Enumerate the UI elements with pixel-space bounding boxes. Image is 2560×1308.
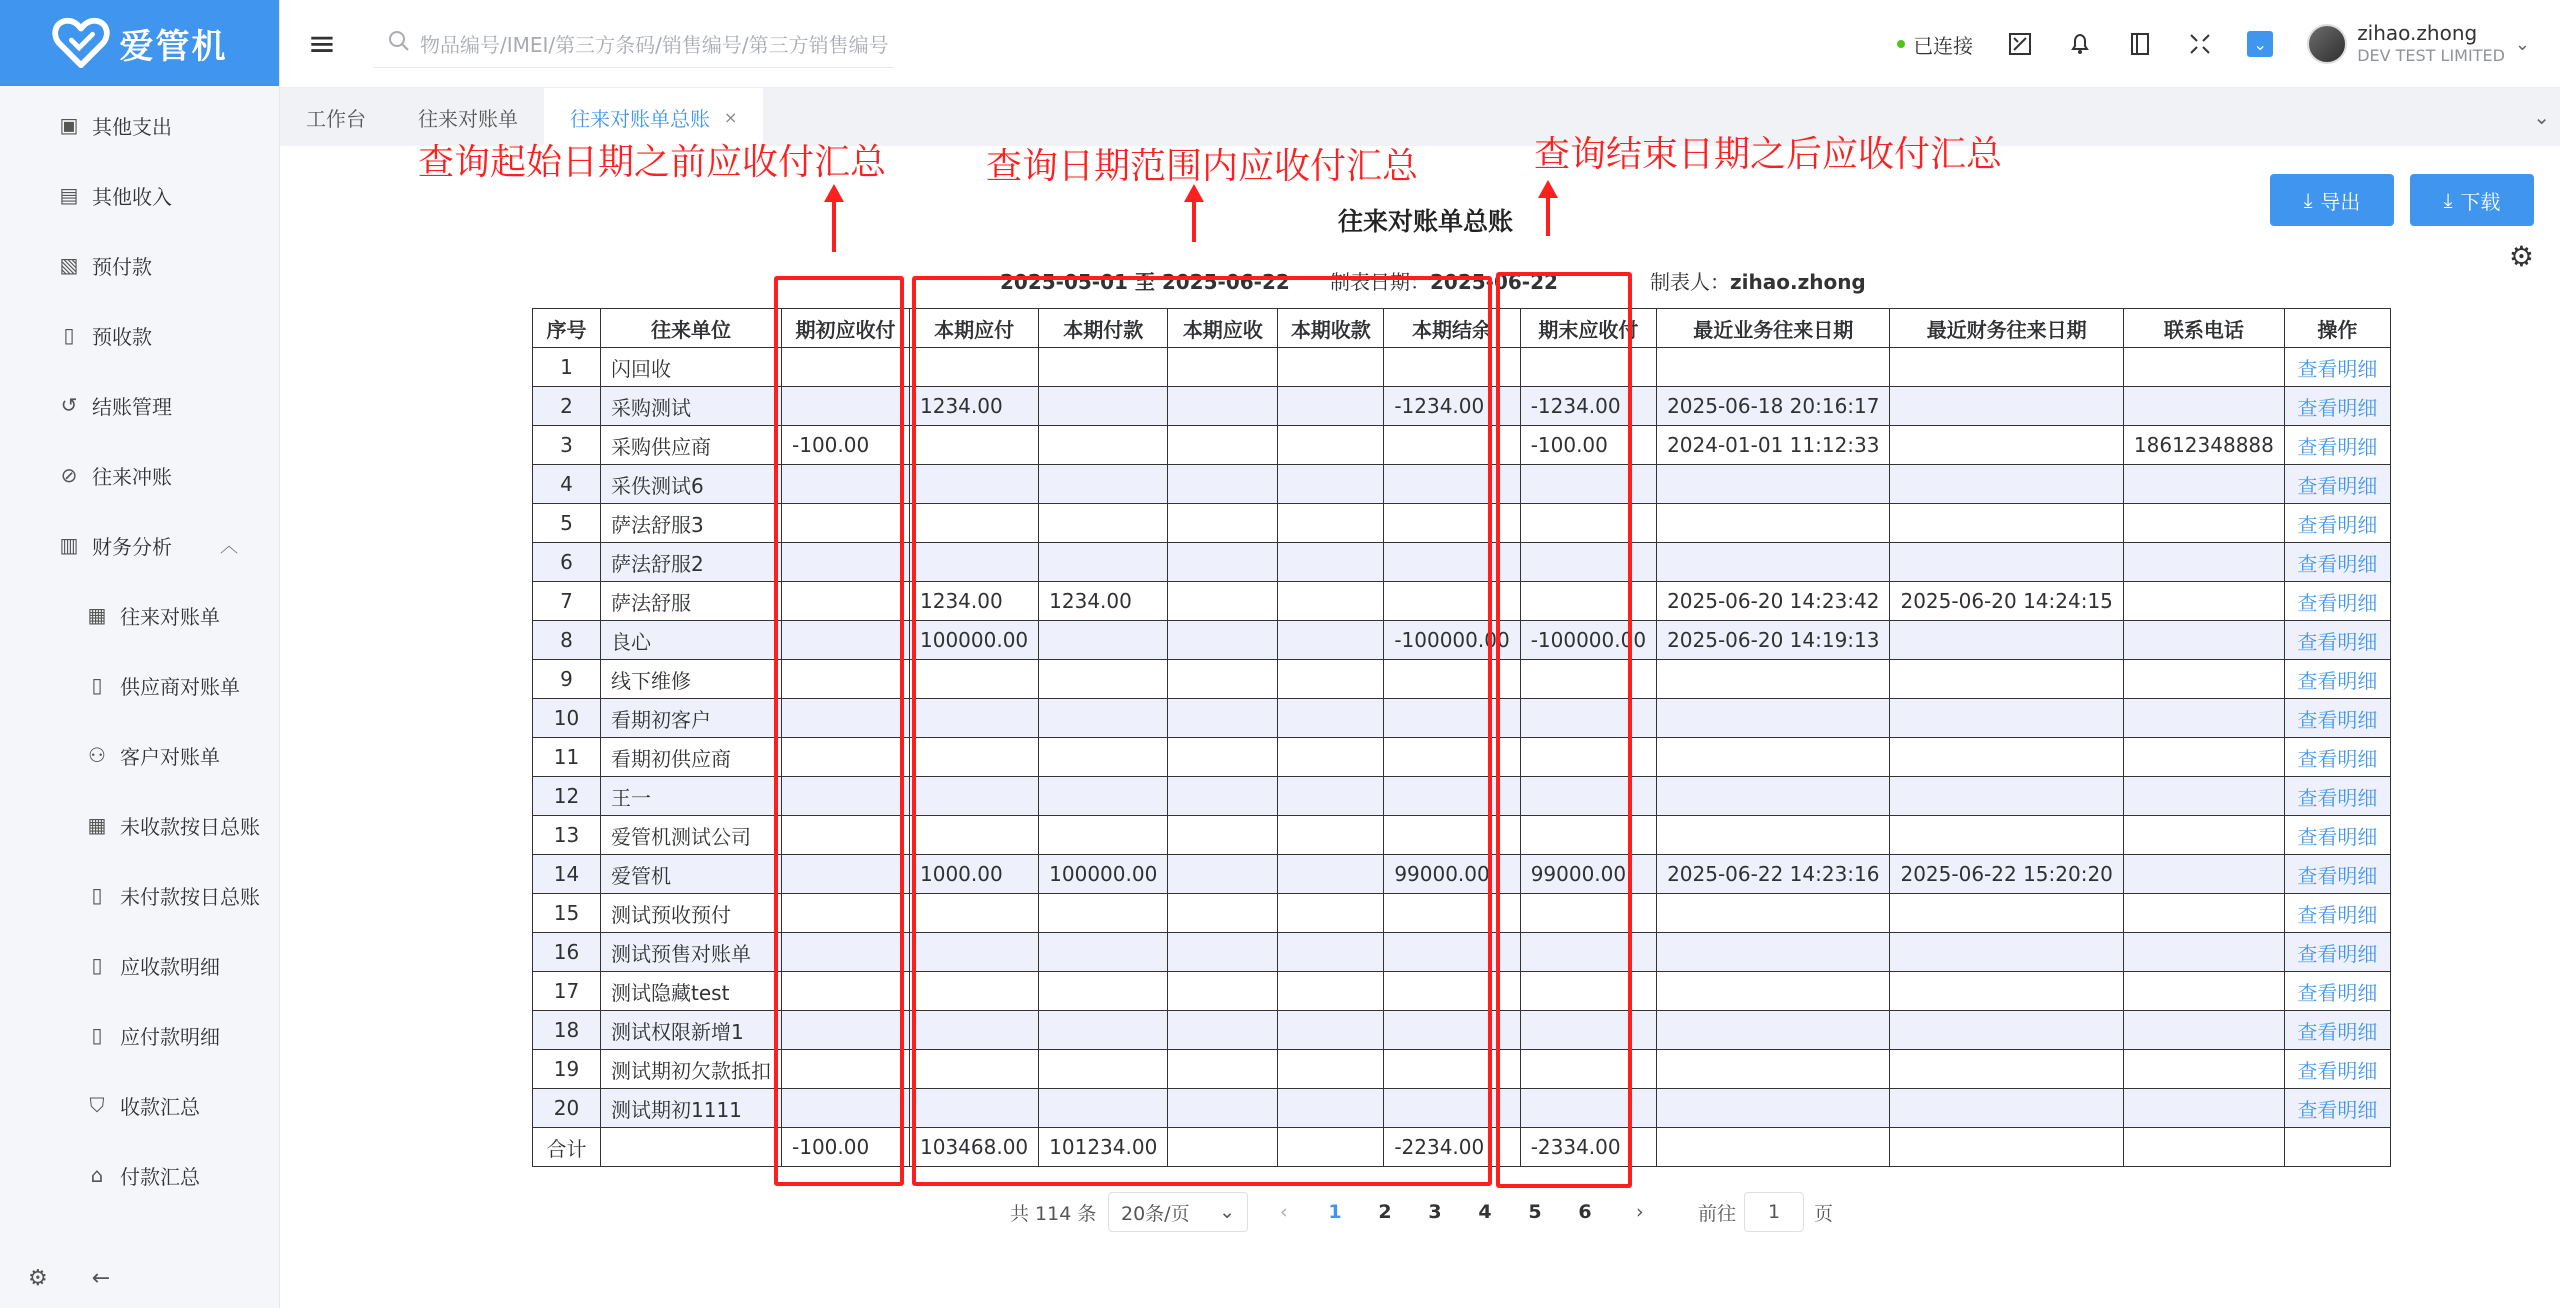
table-cell (1890, 465, 2123, 504)
tab-label: 往来对账单总账 (570, 106, 710, 131)
annotation-box-period (912, 276, 1492, 1186)
chevron-down-icon[interactable]: ⌄ (2533, 105, 2550, 129)
created-label: 制表日期： (1330, 270, 1430, 294)
table-cell (1890, 972, 2123, 1011)
column-header: 本期收款 (1278, 309, 1384, 348)
table-cell: 19 (533, 1050, 601, 1089)
page-number[interactable]: 3 (1428, 1201, 1442, 1223)
table-cell: 3 (533, 426, 601, 465)
sidebar-item-label: 财务分析 (92, 534, 172, 559)
goto-label: 前往 (1698, 1202, 1737, 1225)
table-cell (2123, 933, 2284, 972)
table-cell (2123, 660, 2284, 699)
table-cell: 测试预售对账单 (601, 933, 782, 972)
table-cell: 2025-06-18 20:16:17 (1657, 387, 1890, 426)
total-cell (1890, 1128, 2123, 1167)
table-cell: 萨法舒服3 (601, 504, 782, 543)
chevron-down-icon: ⌄ (2514, 33, 2530, 55)
user-company: DEV TEST LIMITED (2357, 46, 2505, 65)
connection-status (1897, 30, 1973, 59)
table-cell: 1234.00 (910, 582, 1039, 621)
page-number[interactable]: 5 (1528, 1201, 1542, 1223)
table-cell (1890, 1089, 2123, 1128)
column-header: 期末应收付 (1520, 309, 1656, 348)
column-header: 本期结余 (1384, 309, 1520, 348)
page-size-value: 20条/页 (1121, 1202, 1190, 1225)
table-cell: 14 (533, 855, 601, 894)
table-cell (1657, 699, 1890, 738)
total-cell (601, 1128, 782, 1167)
table-cell: 100000.00 (910, 621, 1039, 660)
view-detail-link[interactable]: 查看明细 (2284, 582, 2390, 621)
goto-page-input[interactable]: 1 (1744, 1192, 1804, 1232)
view-detail-link[interactable]: 查看明细 (2284, 621, 2390, 660)
table-cell (2123, 387, 2284, 426)
header-actions (1897, 0, 2530, 88)
sidebar-item-label: 供应商对账单 (120, 674, 240, 699)
table-cell (2123, 504, 2284, 543)
book-icon[interactable] (2127, 31, 2153, 57)
table-cell: 2 (533, 387, 601, 426)
doc-icon: ▯ (91, 1023, 103, 1047)
table-cell: 爱管机测试公司 (601, 816, 782, 855)
status-dot (1897, 40, 1905, 48)
view-detail-link[interactable]: 查看明细 (2284, 816, 2390, 855)
sidebar-subitem-7[interactable] (0, 1070, 279, 1140)
table-cell: 采购测试 (601, 387, 782, 426)
table-cell (2123, 543, 2284, 582)
page-suffix: 页 (1814, 1202, 1834, 1225)
sidebar-subitem-3[interactable] (0, 790, 279, 860)
page-number[interactable]: 1 (1328, 1201, 1342, 1223)
sidebar-item-label: 未付款按日总账 (120, 884, 260, 909)
logo[interactable] (0, 0, 279, 86)
table-cell (1890, 426, 2123, 465)
settings-icon[interactable]: ⚙ (28, 1265, 48, 1291)
fullscreen-icon[interactable] (2187, 31, 2213, 57)
table-cell (1657, 465, 1890, 504)
sidebar-subitem-6[interactable] (0, 1000, 279, 1070)
table-cell (1890, 777, 2123, 816)
export-button[interactable] (2270, 174, 2394, 226)
doc-icon: ▯ (91, 883, 103, 907)
column-header: 序号 (533, 309, 601, 348)
table-cell (1657, 1050, 1890, 1089)
table-cell: 1 (533, 348, 601, 387)
total-cell (2284, 1128, 2390, 1167)
collapse-arrow-icon[interactable]: ← (91, 1265, 111, 1291)
sidebar-item-label: 结账管理 (92, 394, 172, 419)
table-cell: 9 (533, 660, 601, 699)
next-page-icon[interactable]: › (1636, 1201, 1644, 1223)
table-cell: 5 (533, 504, 601, 543)
table-cell: 线下维修 (601, 660, 782, 699)
history-icon: ↺ (60, 393, 78, 417)
table-cell (1890, 1050, 2123, 1089)
sidebar-subitem-8[interactable] (0, 1140, 279, 1210)
annotation-period: 查询日期范围内应收付汇总 (986, 146, 1419, 187)
sidebar-item-label: 应付款明细 (120, 1024, 220, 1049)
sidebar-item-label: 付款汇总 (120, 1164, 200, 1189)
table-cell (2123, 699, 2284, 738)
table-cell: 测试隐藏test (601, 972, 782, 1011)
sidebar-subitem-0[interactable] (0, 580, 279, 650)
chart-icon: ▥ (59, 533, 79, 557)
top-header (280, 0, 2560, 88)
chevron-down-icon: ⌄ (1219, 1201, 1235, 1223)
table-cell (2123, 348, 2284, 387)
report-author (1650, 266, 1866, 295)
table-cell: 1234.00 (910, 387, 1039, 426)
table-cell: 2024-01-01 11:12:33 (1657, 426, 1890, 465)
bell-icon[interactable] (2067, 31, 2093, 57)
column-header: 本期付款 (1039, 309, 1168, 348)
column-header: 本期应付 (910, 309, 1039, 348)
view-detail-link[interactable]: 查看明细 (2284, 855, 2390, 894)
view-detail-link[interactable]: 查看明细 (2284, 738, 2390, 777)
table-cell (1890, 660, 2123, 699)
column-header: 往来单位 (601, 309, 782, 348)
table-cell: 看期初供应商 (601, 738, 782, 777)
table-cell: 2025-06-20 14:23:42 (1657, 582, 1890, 621)
table-cell (1890, 738, 2123, 777)
table-cell (1657, 1089, 1890, 1128)
table-cell: 采佚测试6 (601, 465, 782, 504)
table-cell: 2025-06-22 14:23:16 (1657, 855, 1890, 894)
menu-toggle-icon[interactable]: ≡ (307, 23, 337, 64)
column-header: 期初应收付 (782, 309, 910, 348)
table-cell (2123, 816, 2284, 855)
table-cell: 测试期初欠款抵扣 (601, 1050, 782, 1089)
author-value: zihao.zhong (1730, 270, 1866, 294)
table-cell (1657, 348, 1890, 387)
gear-icon[interactable]: ⚙ (2508, 240, 2534, 273)
sidebar-item-label: 往来对账单 (120, 604, 220, 629)
table-cell: 12 (533, 777, 601, 816)
view-detail-link[interactable]: 查看明细 (2284, 660, 2390, 699)
sidebar-item-1[interactable] (0, 160, 279, 230)
sidebar-subitem-4[interactable] (0, 860, 279, 930)
table-cell: 爱管机 (601, 855, 782, 894)
table-cell: 闪回收 (601, 348, 782, 387)
sidebar-item-label: 其他收入 (92, 184, 172, 209)
table-cell (2123, 855, 2284, 894)
table-cell: 6 (533, 543, 601, 582)
sidebar-item-label: 应收款明细 (120, 954, 220, 979)
prepay-icon: ▧ (59, 253, 79, 277)
ledger-icon: ▦ (87, 813, 107, 837)
table-cell: 17 (533, 972, 601, 1011)
home-icon: ⌂ (90, 1163, 104, 1187)
table-cell: -1234.00 (1520, 387, 1656, 426)
link-icon: ⊘ (60, 463, 78, 487)
table-cell (2123, 972, 2284, 1011)
table-cell: 8 (533, 621, 601, 660)
table-cell: 15 (533, 894, 601, 933)
total-cell: -2234.00 (1384, 1128, 1520, 1167)
wallet-icon: ▣ (59, 113, 79, 137)
view-detail-link[interactable]: 查看明细 (2284, 465, 2390, 504)
table-cell (1890, 1011, 2123, 1050)
table-cell: 1000.00 (910, 855, 1039, 894)
heart-logo-icon (52, 17, 110, 69)
table-cell: 良心 (601, 621, 782, 660)
search-input[interactable]: 物品编号/IMEI/第三方条码/销售编号/第三方销售编号 (420, 32, 889, 57)
view-detail-link[interactable]: 查看明细 (2284, 894, 2390, 933)
sidebar-item-2[interactable] (0, 230, 279, 300)
sidebar-subitem-1[interactable] (0, 650, 279, 720)
column-header: 最近业务往来日期 (1657, 309, 1890, 348)
receipt-icon: ▤ (59, 183, 79, 207)
author-label: 制表人： (1650, 270, 1730, 294)
table-cell: 测试权限新增1 (601, 1011, 782, 1050)
table-cell: 2025-06-20 14:19:13 (1657, 621, 1890, 660)
view-detail-link[interactable]: 查看明细 (2284, 1089, 2390, 1128)
page-number[interactable]: 4 (1478, 1201, 1492, 1223)
table-cell: -100.00 (1520, 426, 1656, 465)
table-cell: 99000.00 (1520, 855, 1656, 894)
user-icon: ⚇ (88, 743, 106, 767)
table-cell: -1234.00 (1384, 387, 1520, 426)
download-label: 下载 (2460, 189, 2501, 214)
date-range-value: 2025-05-01 至 2025-06-22 (1000, 270, 1290, 294)
total-cell (2123, 1128, 2284, 1167)
table-cell: 18612348888 (2123, 426, 2284, 465)
tab-label: 往来对账单 (418, 106, 518, 131)
sidebar-item-label: 收款汇总 (120, 1094, 200, 1119)
table-cell (1890, 699, 2123, 738)
sidebar-item-label: 其他支出 (92, 114, 172, 139)
view-detail-link[interactable]: 查看明细 (2284, 504, 2390, 543)
table-cell: 99000.00 (1384, 855, 1520, 894)
table-cell: 1234.00 (1039, 582, 1168, 621)
table-cell (1890, 621, 2123, 660)
sidebar-item-label: 往来冲账 (92, 464, 172, 489)
total-cell: -2334.00 (1520, 1128, 1656, 1167)
table-cell (2123, 1089, 2284, 1128)
table-cell (1657, 504, 1890, 543)
prev-page-icon[interactable]: ‹ (1280, 1201, 1288, 1223)
table-cell (2123, 465, 2284, 504)
sidebar-item-0[interactable] (0, 90, 279, 160)
table-cell: 看期初客户 (601, 699, 782, 738)
annotation-box-opening (774, 276, 904, 1186)
sidebar-item-6[interactable] (0, 510, 279, 580)
table-cell (1657, 777, 1890, 816)
view-detail-link[interactable]: 查看明细 (2284, 972, 2390, 1011)
sidebar-item-label: 未收款按日总账 (120, 814, 260, 839)
table-cell (1890, 543, 2123, 582)
table-cell (1657, 894, 1890, 933)
export-label: 导出 (2320, 189, 2361, 214)
sidebar-footer (0, 1248, 279, 1308)
doc-icon: ▯ (91, 953, 103, 977)
view-detail-link[interactable]: 查看明细 (2284, 426, 2390, 465)
sidebar-item-5[interactable] (0, 440, 279, 510)
table-cell (2123, 777, 2284, 816)
connection-label: 已连接 (1913, 33, 1974, 58)
annotation-closing: 查询结束日期之后应收付汇总 (1534, 134, 2003, 175)
table-cell: -100000.00 (1384, 621, 1520, 660)
table-cell: 16 (533, 933, 601, 972)
table-cell (1657, 660, 1890, 699)
pagination (280, 1192, 2560, 1232)
table-cell: 10 (533, 699, 601, 738)
total-cell (1657, 1128, 1890, 1167)
table-cell (2123, 582, 2284, 621)
search-box[interactable] (374, 20, 894, 68)
sidebar-item-label: 预付款 (92, 254, 152, 279)
user-name: zihao.zhong (2357, 21, 2478, 45)
download-icon: ⤓ (2443, 188, 2453, 212)
view-detail-link[interactable]: 查看明细 (2284, 777, 2390, 816)
sidebar-item-3[interactable] (0, 300, 279, 370)
report-title: 往来对账单总账 (1338, 207, 1514, 236)
sidebar-item-4[interactable] (0, 370, 279, 440)
table-cell: 11 (533, 738, 601, 777)
table-cell (1657, 738, 1890, 777)
page-number[interactable]: 6 (1578, 1201, 1592, 1223)
total-cell: 合计 (533, 1128, 601, 1167)
total-cell: 101234.00 (1039, 1128, 1168, 1167)
user-menu[interactable] (2307, 21, 2530, 67)
total-cell: 103468.00 (910, 1128, 1039, 1167)
annotation-arrow (1192, 200, 1196, 242)
sidebar-subitem-2[interactable] (0, 720, 279, 790)
table-cell (1657, 933, 1890, 972)
table-cell: 18 (533, 1011, 601, 1050)
table-cell: 13 (533, 816, 601, 855)
view-detail-link[interactable]: 查看明细 (2284, 387, 2390, 426)
annotation-arrow (1546, 196, 1550, 236)
column-header: 联系电话 (2123, 309, 2284, 348)
view-detail-link[interactable]: 查看明细 (2284, 1011, 2390, 1050)
table-cell (2123, 1050, 2284, 1089)
table-cell: 7 (533, 582, 601, 621)
doc-icon: ▯ (63, 323, 75, 347)
table-cell (2123, 738, 2284, 777)
page-number[interactable]: 2 (1378, 1201, 1392, 1223)
total-count: 共 114 条 (1010, 1202, 1097, 1225)
tab-label: 工作台 (306, 106, 366, 131)
created-value: 2025-06-22 (1430, 270, 1558, 294)
sidebar-item-label: 预收款 (92, 324, 152, 349)
view-detail-link[interactable]: 查看明细 (2284, 543, 2390, 582)
table-cell: 4 (533, 465, 601, 504)
shield-icon: ⛉ (89, 1093, 105, 1117)
table-cell (1657, 543, 1890, 582)
table-cell (1890, 348, 2123, 387)
table-cell (1890, 504, 2123, 543)
chevron-up-icon: ︿ (220, 536, 238, 557)
table-cell (1890, 894, 2123, 933)
table-cell (1890, 933, 2123, 972)
table-cell: 采购供应商 (601, 426, 782, 465)
table-cell: 2025-06-20 14:24:15 (1890, 582, 2123, 621)
close-icon[interactable]: × (724, 107, 738, 127)
table-cell: 萨法舒服2 (601, 543, 782, 582)
table-cell (2123, 1011, 2284, 1050)
table-cell (1657, 816, 1890, 855)
table-cell (1657, 972, 1890, 1011)
annotation-opening: 查询起始日期之前应收付汇总 (418, 142, 887, 183)
sidebar (0, 0, 280, 1308)
tab-workbench[interactable] (280, 88, 392, 146)
view-detail-link[interactable]: 查看明细 (2284, 1050, 2390, 1089)
view-detail-link[interactable]: 查看明细 (2284, 348, 2390, 387)
table-cell: 萨法舒服 (601, 582, 782, 621)
column-header: 操作 (2284, 309, 2390, 348)
avatar (2307, 24, 2347, 64)
sidebar-menu (0, 86, 279, 1210)
logo-text: 爱管机 (119, 26, 228, 67)
view-detail-link[interactable]: 查看明细 (2284, 933, 2390, 972)
image-icon[interactable] (2007, 31, 2033, 57)
table-cell (1890, 387, 2123, 426)
doc-icon: ▯ (91, 673, 103, 697)
column-header: 本期应收 (1168, 309, 1278, 348)
table-cell (2123, 894, 2284, 933)
column-header: 最近财务往来日期 (1890, 309, 2123, 348)
table-cell (2123, 621, 2284, 660)
ledger-icon: ▦ (87, 603, 107, 627)
dropdown-square-icon[interactable]: ⌄ (2247, 31, 2273, 57)
table-cell: -100000.00 (1520, 621, 1656, 660)
table-cell: 100000.00 (1039, 855, 1168, 894)
total-cell: -100.00 (782, 1128, 910, 1167)
table-cell: 王一 (601, 777, 782, 816)
download-icon: ⤓ (2303, 188, 2313, 212)
table-cell: 测试期初1111 (601, 1089, 782, 1128)
annotation-arrow (832, 200, 836, 252)
table-cell (1657, 1011, 1890, 1050)
annotation-box-closing (1496, 272, 1632, 1188)
page-size-select[interactable] (1108, 1192, 1248, 1232)
table-cell (1890, 816, 2123, 855)
sidebar-subitem-5[interactable] (0, 930, 279, 1000)
table-cell: 2025-06-22 15:20:20 (1890, 855, 2123, 894)
table-cell: -100.00 (782, 426, 910, 465)
sidebar-item-label: 客户对账单 (120, 744, 220, 769)
download-button[interactable] (2410, 174, 2534, 226)
search-icon (388, 30, 410, 57)
table-cell: 测试预收预付 (601, 894, 782, 933)
view-detail-link[interactable]: 查看明细 (2284, 699, 2390, 738)
table-cell: 20 (533, 1089, 601, 1128)
